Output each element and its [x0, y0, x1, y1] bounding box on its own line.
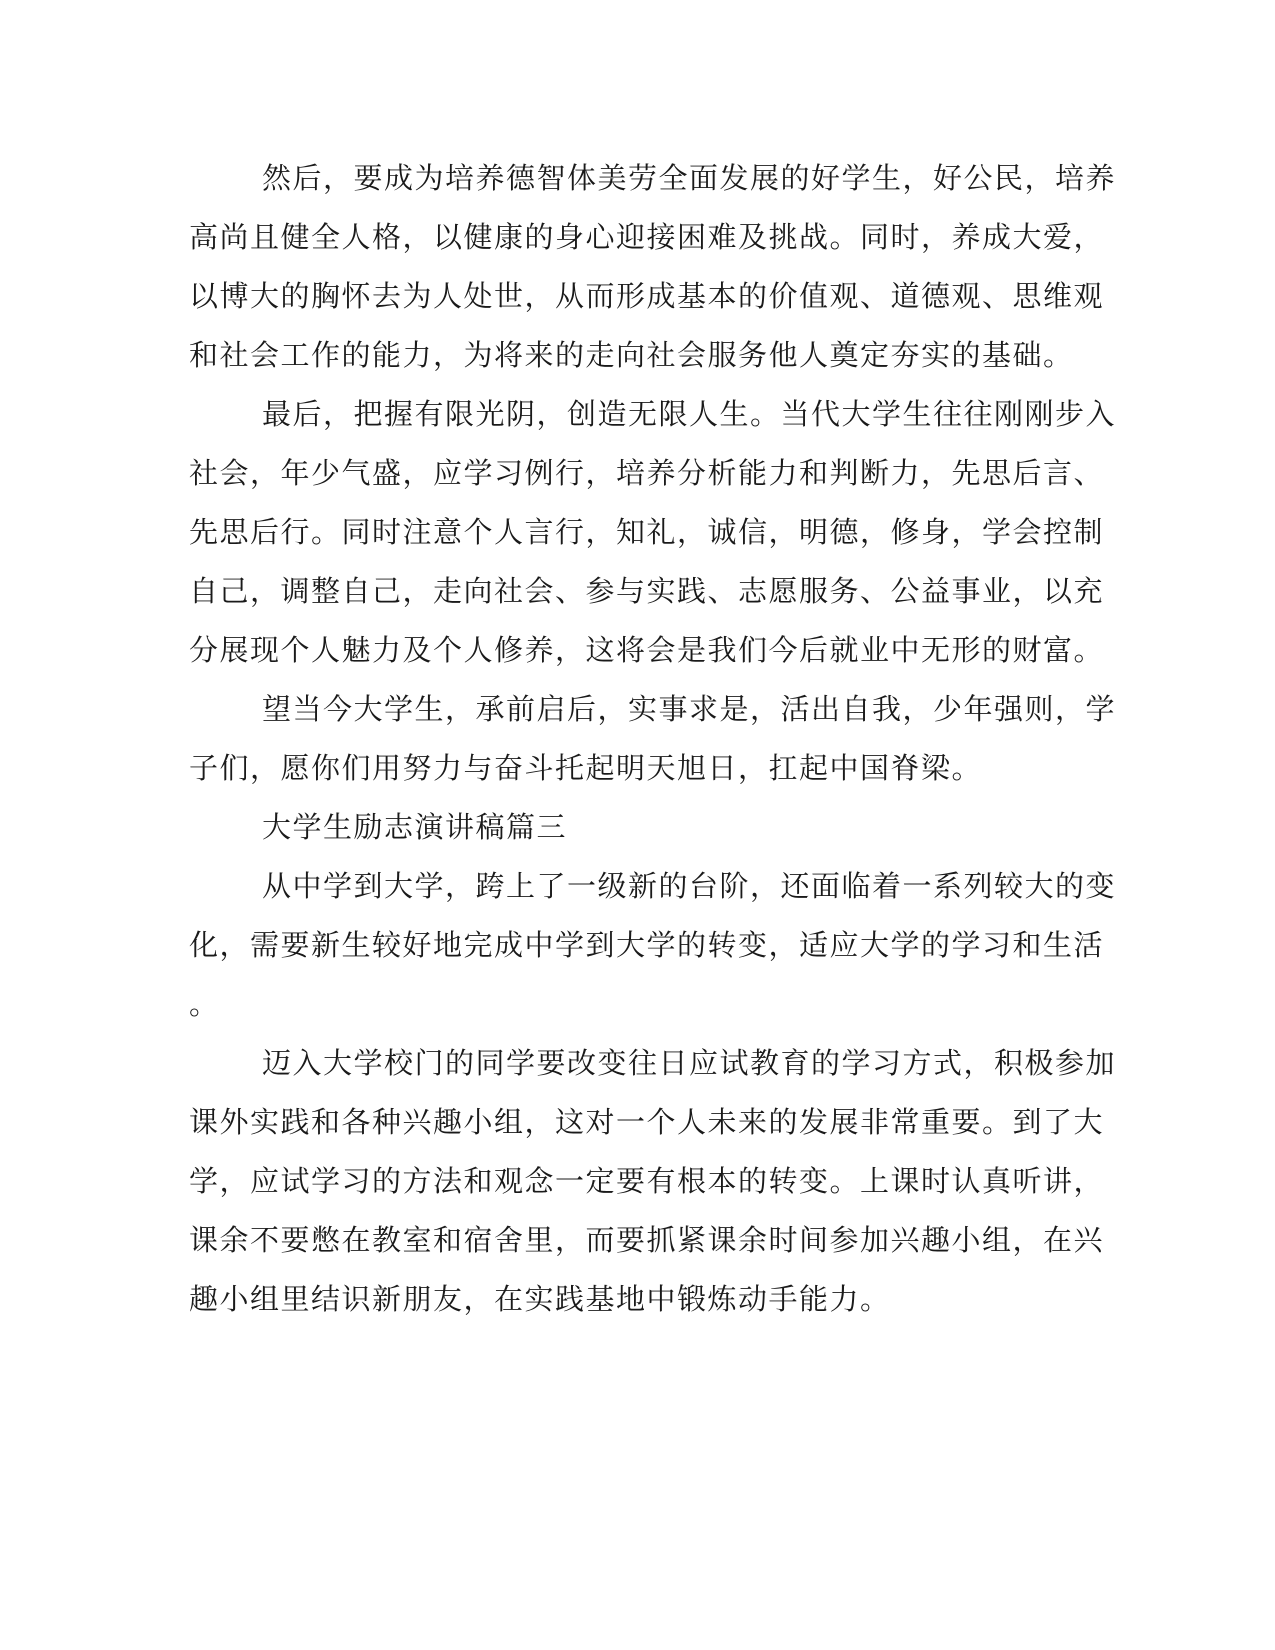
paragraph-line: 子们，愿你们用努力与奋斗托起明天旭日，扛起中国脊梁。: [189, 751, 983, 785]
paragraph-line: 趣小组里结识新朋友，在实践基地中锻炼动手能力。: [189, 1282, 891, 1316]
paragraph-line: 分展现个人魅力及个人修养，这将会是我们今后就业中无形的财富。: [189, 633, 1105, 667]
paragraph-line: 化，需要新生较好地完成中学到大学的转变，适应大学的学习和生活: [189, 928, 1105, 962]
paragraph-line: 然后，要成为培养德智体美劳全面发展的好学生，好公民，培养: [262, 161, 1117, 195]
paragraph-line: 最后，把握有限光阴，创造无限人生。当代大学生往往刚刚步入: [262, 397, 1117, 431]
paragraph-line: 以博大的胸怀去为人处世，从而形成基本的价值观、道德观、思维观: [189, 279, 1105, 313]
paragraph-line: 从中学到大学，跨上了一级新的台阶，还面临着一系列较大的变: [262, 869, 1117, 903]
paragraph-line: 先思后行。同时注意个人言行，知礼，诚信，明德，修身，学会控制: [189, 515, 1105, 549]
paragraph-line: 。: [189, 987, 220, 1021]
paragraph-line: 课余不要憋在教室和宿舍里，而要抓紧课余时间参加兴趣小组，在兴: [189, 1223, 1105, 1257]
paragraph-line: 自己，调整自己，走向社会、参与实践、志愿服务、公益事业，以充: [189, 574, 1105, 608]
paragraph-line: 社会，年少气盛，应学习例行，培养分析能力和判断力，先思后言、: [189, 456, 1105, 490]
paragraph-line: 望当今大学生，承前启后，实事求是，活出自我，少年强则，学: [262, 692, 1117, 726]
paragraph-line: 课外实践和各种兴趣小组，这对一个人未来的发展非常重要。到了大: [189, 1105, 1105, 1139]
paragraph-line: 和社会工作的能力，为将来的走向社会服务他人奠定夯实的基础。: [189, 338, 1074, 372]
section-heading: 大学生励志演讲稿篇三: [262, 810, 568, 844]
paragraph-line: 学，应试学习的方法和观念一定要有根本的转变。上课时认真听讲，: [189, 1164, 1105, 1198]
paragraph-line: 迈入大学校门的同学要改变往日应试教育的学习方式，积极参加: [262, 1046, 1117, 1080]
paragraph-line: 高尚且健全人格，以健康的身心迎接困难及挑战。同时，养成大爱，: [189, 220, 1105, 254]
